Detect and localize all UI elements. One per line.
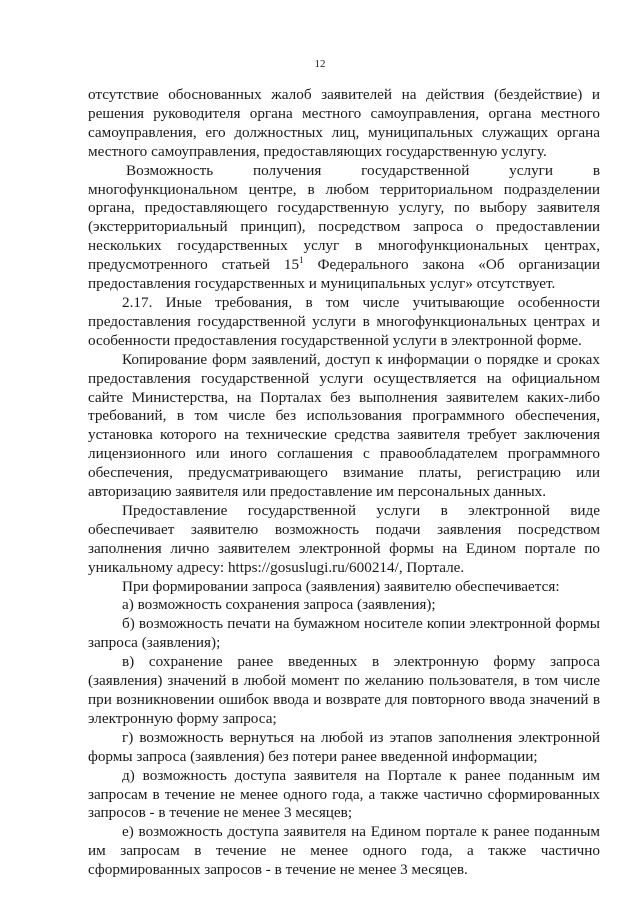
list-item-d: д) возможность доступа заявителя на Портале к ранее поданным им запросам в течение не менее одного года, а также частично сформированных запросов - в течение не менее 3 месяцев; [88, 766, 600, 822]
paragraph-mfc-text: Возможность получения государственной услуги в многофункциональном центре, в любом территориальном подразделении органа, предоставляющего государственную услугу, по выбору заявителя (экстерриториальный принцип), посредством запроса о предоставлении нескольких государственных услуг в многофункциональных центрах, предусмотренного статьей 15 [88, 161, 600, 274]
page-number: 12 [314, 58, 326, 70]
list-item-e: е) возможность доступа заявителя на Едином портале к ранее поданным им запросам в течение не менее одного года, а также частично сформированных запросов - в течение не менее 3 месяцев. [88, 823, 600, 879]
paragraph-section-2-17: 2.17. Иные требования, в том числе учитывающие особенности предоставления государственной услуги в многофункциональных центрах и особенности предоставления государственной услуги в электронной форме. [88, 293, 600, 349]
paragraph-request-formation: При формировании запроса (заявления) заявителю обеспечивается: [122, 577, 560, 595]
document-body [88, 86, 600, 880]
article-superscript: 1 [299, 255, 304, 266]
list-item-b: б) возможность печати на бумажном носителе копии электронной формы запроса (заявления); [88, 615, 600, 652]
paragraph-electronic-service: Предоставление государственной услуги в электронной виде обеспечивает заявителю возможность подачи заявления посредством заполнения лично заявителем электронной формы на Едином портале по уникальному адресу: https://gosuslugi.ru/600214/, Портале. [88, 501, 600, 576]
paragraph-complaints: отсутствие обоснованных жалоб заявителей на действия (бездействие) и решения руководителя органа местного самоуправления, органа местного самоуправления, его должностных лиц, муниципальных служащих органа местного самоуправления, предоставляющих государственную услугу. [88, 86, 600, 160]
list-item-v: в) сохранение ранее введенных в электронную форму запроса (заявления) значений в любой момент по желанию пользователя, в том числе при возникновении ошибок ввода и возврате для повторного ввода значений в электронную форму запроса; [88, 653, 600, 727]
list-item-a: а) возможность сохранения запроса (заявления); [122, 596, 436, 614]
paragraph-mfc-text-end: Федерального закона «Об организации предоставления государственных и муниципальных услуг» отсутствует. [88, 256, 600, 293]
paragraph-mfc-possibility [88, 162, 600, 294]
paragraph-form-copying: Копирование форм заявлений, доступ к информации о порядке и сроках предоставления государственной услуги осуществляется на официальном сайте Министерства, на Порталах без выполнения заявителем каких-либо требований, в том числе без использования программного обеспечения, установка которого на технические средства заявителя требует заключения лицензионного или иного соглашения с правообладателем программного обеспечения, предусматривающего взимание платы, регистрацию или авторизацию заявителя или предоставление им персональных данных. [88, 350, 600, 501]
list-item-g: г) возможность вернуться на любой из этапов заполнения электронной формы запроса (заявления) без потери ранее введенной информации; [88, 728, 600, 765]
